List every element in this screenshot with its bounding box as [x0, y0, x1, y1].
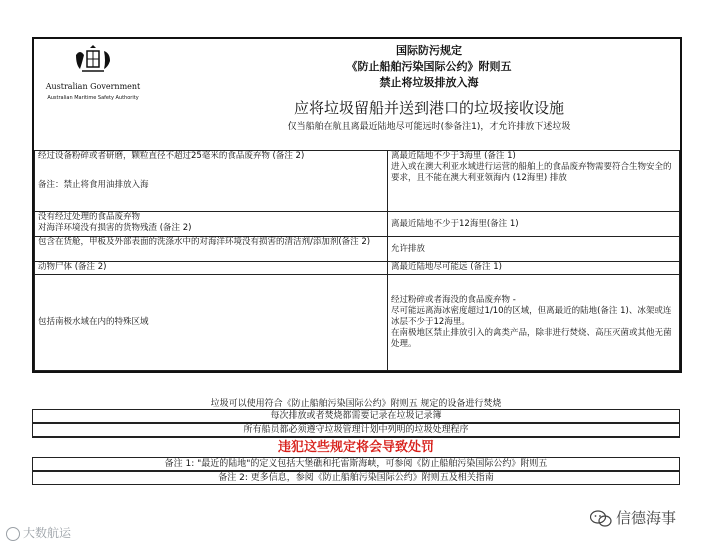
watermark-logo-icon [6, 527, 20, 541]
poster-header [34, 39, 680, 150]
table-cell [35, 151, 388, 212]
cell-text: 没有经过处理的食品废弃物 [38, 212, 141, 222]
footnote-1: 备注 1: "最近的陆地"的定义包括大堡礁和托雷斯海峡，可参阅《防止船舶污染国际公约》附则五 [32, 457, 680, 471]
coat-of-arms-icon [70, 45, 116, 81]
cell-text: 经过粉碎或者海没的食品废弃物 - [391, 295, 516, 305]
table-cell: 包括南极水域在内的特殊区域 [35, 275, 388, 371]
table-cell: 包含在货舱，甲板及外部表面的洗涤水中的对海洋环境没有损害的清洁剂/添加剂(备注 2) [35, 237, 388, 262]
title-condition: 仅当船舶在航且离最近陆地尽可能远时(参备注1)，才允许排放下述垃圾 [287, 122, 571, 132]
record-book-note: 每次排放或者焚烧都需要记录在垃圾记录簿 [32, 409, 680, 423]
table-cell: 允许排放 [388, 237, 680, 262]
title-convention: 《防止船舶污染国际公约》附则五 [346, 60, 512, 73]
penalty-warning: 违犯这些规定将会导致处罚 [32, 437, 680, 458]
watermark-right [590, 507, 676, 528]
cell-text: 尽可能远离海冰密度超过1/10的区域，但离最近的陆地(备注 1)、冰架或连冰层不少于12海里。 [391, 306, 672, 327]
table-cell: 离最近陆地不少于12海里(备注 1) [388, 212, 680, 237]
cell-text: 经过设备粉碎或者研磨，颗粒直径不超过25毫米的食品废弃物 (备注 2) [38, 151, 305, 161]
title-regulation: 国际防污规定 [396, 44, 462, 57]
cell-text: 在南极地区禁止排放引入的禽类产品，除非进行焚烧、高压灭菌或其他无菌处理。 [391, 328, 672, 349]
watermark-right-text: 信德海事 [616, 509, 677, 527]
table-cell: 动物尸体 (备注 2) [35, 262, 388, 275]
watermark-left [6, 524, 71, 541]
table-row [35, 151, 680, 212]
management-plan-note: 所有船员都必须遵守垃圾管理计划中列明的垃圾处理程序 [32, 423, 680, 437]
cell-text: 离最近陆地不少于3海里 (备注 1) [391, 151, 516, 161]
cell-text: 备注：禁止将食用油排放入海 [38, 180, 149, 190]
watermark-left-text: 大数航运 [23, 526, 72, 540]
title-prohibition: 禁止将垃圾排放入海 [379, 76, 479, 89]
cell-text: 对海洋环境没有损害的货物残渣 (备注 2) [38, 223, 192, 233]
cell-text: 进入或在澳大利亚水域进行运营的船舶上的食品废弃物需要符合生物安全的要求，且不能在澳大利亚领海内 (12海里) 排放 [391, 162, 672, 183]
title-main-instruction: 应将垃圾留船并送到港口的垃圾接收设施 [293, 99, 564, 117]
regulation-poster [32, 37, 682, 373]
table-cell: 离最近陆地尽可能远 (备注 1) [388, 262, 680, 275]
discharge-rules-table [34, 150, 680, 371]
table-cell [388, 275, 680, 371]
table-row [35, 212, 680, 237]
logo-government-text: Australian Government [45, 82, 141, 91]
logo-authority-text: Australian Maritime Safety Authority [47, 95, 139, 101]
table-cell [388, 151, 680, 212]
footnote-2: 备注 2: 更多信息，参阅《防止船舶污染国际公约》附则五及相关指南 [32, 471, 680, 485]
table-cell [35, 212, 388, 237]
table-row [35, 262, 680, 275]
australian-government-logo [38, 45, 148, 137]
table-row [35, 275, 680, 371]
incineration-note: 垃圾可以使用符合《防止船舶污染国际公约》附则五 规定的设备进行焚烧 [210, 399, 502, 409]
table-row [35, 237, 680, 262]
wechat-icon [590, 510, 612, 528]
